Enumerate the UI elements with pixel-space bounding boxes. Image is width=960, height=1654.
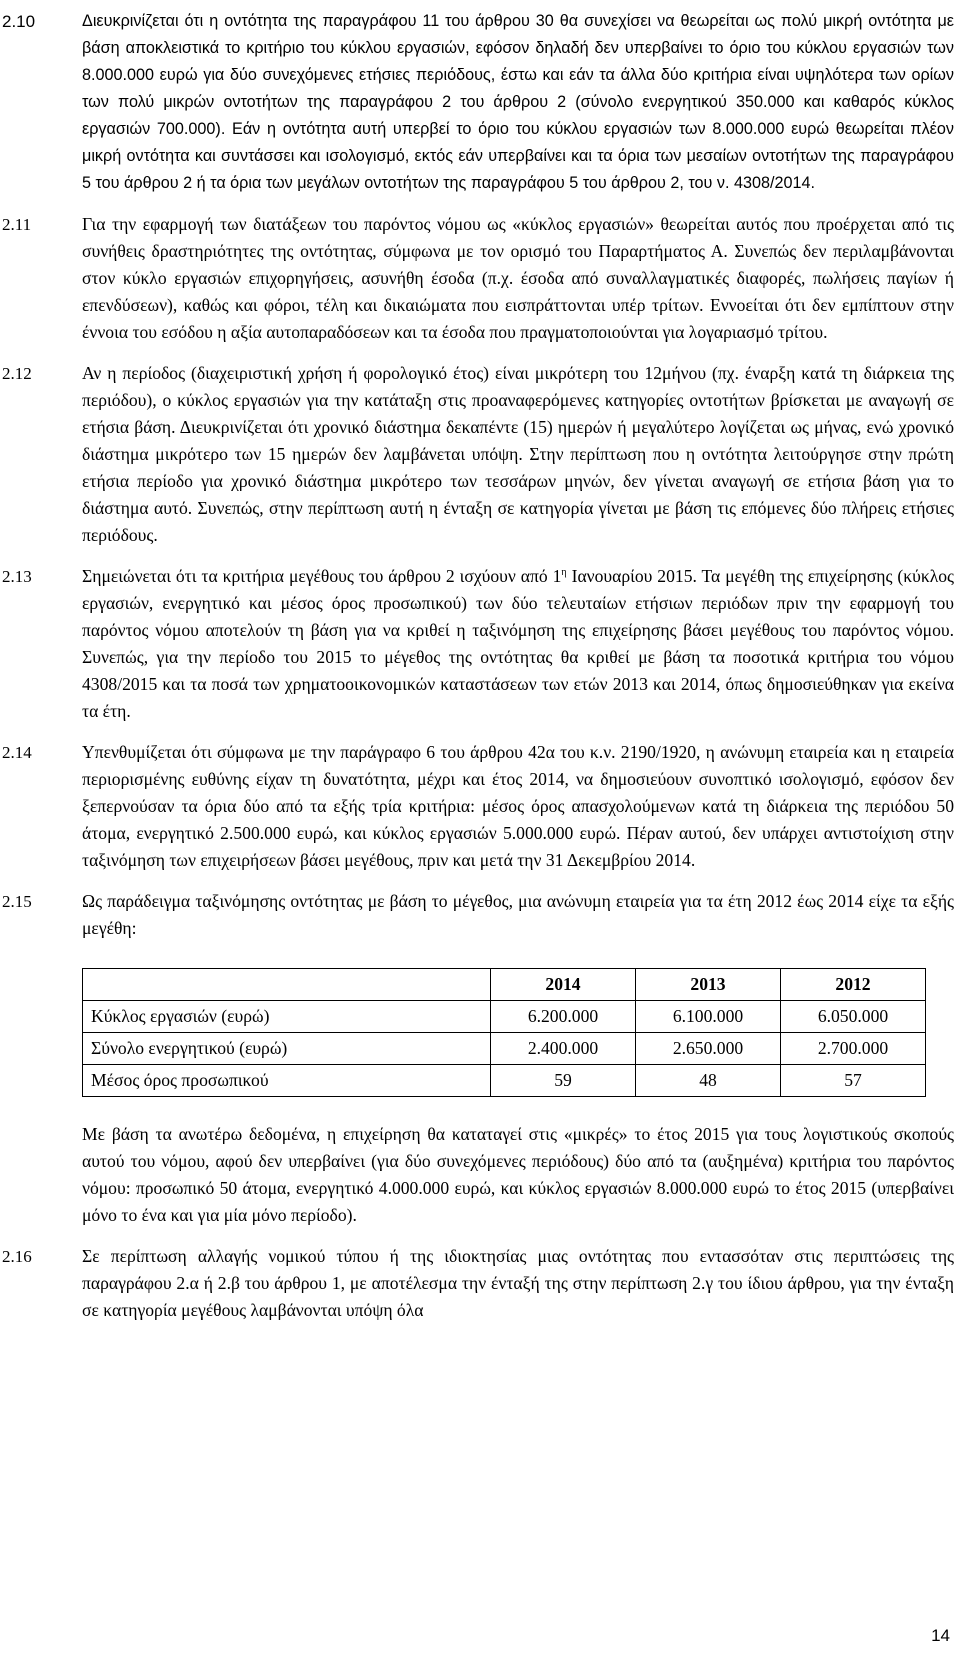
table-row — [83, 1001, 926, 1033]
table-cell: 57 — [781, 1065, 926, 1097]
table-cell: 59 — [491, 1065, 636, 1097]
table-row-label: Κύκλος εργασιών (ευρώ) — [83, 1001, 491, 1033]
size-metrics-table — [82, 968, 926, 1097]
table-cell: 2.650.000 — [636, 1033, 781, 1065]
section-paragraph: Υπενθυμίζεται ότι σύμφωνα με την παράγραφο 6 του άρθρου 42α του κ.ν. 2190/1920, η ανώνυμη εταιρεία και η εταιρεία περιορισμένης ευθύνης είχαν τη δυνατότητα, μέχρι και έτος 2014, να δημοσιεύουν συνοπτικό ισολογισμό, εφόσον δεν ξεπερνούσαν τα όρια δύο από τα εξής τρία κριτήρια: μέσος όρος απασχολούμενων κατά τη διάρκεια της περιόδου 50 άτομα, ενεργητικό 2.500.000 ευρώ, και κύκλος εργασιών 5.000.000 ευρώ. Πέραν αυτού, δεν υπάρχει αντιστοίχιση στην ταξινόμηση των επιχειρήσεων βάσει μεγέθους, πριν και μετά την 31 Δεκεμβρίου 2014. — [82, 742, 954, 870]
table-row — [83, 1065, 926, 1097]
section-number: 2.13 — [2, 567, 32, 586]
page-number: 14 — [931, 1626, 950, 1645]
section-number: 2.14 — [2, 743, 32, 762]
table-cell: 48 — [636, 1065, 781, 1097]
section-paragraph: Αν η περίοδος (διαχειριστική χρήση ή φορολογικό έτος) είναι μικρότερη του 12μήνου (πχ. έναρξη κατά τη διάρκεια της περιόδου), ο κύκλος εργασιών για την κατάταξη στις προαναφερόμενες κατηγορίες οντοτήτων βρίσκεται με αναγωγή σε ετήσια βάση. Διευκρινίζεται ότι χρονικό διάστημα δεκαπέντε (15) ημερών ή μεγαλύτερο λογίζεται ως μήνας, ενώ χρονικό διάστημα μικρότερο των 15 ημερών δεν λαμβάνεται υπόψη. Στην περίπτωση που η οντότητα λειτούργησε στην πρώτη ετήσια περίοδο για χρονικό διάστημα μικρότερο των τεσσάρων μηνών, δεν γίνεται αναγωγή σε ετήσια βάση για το διάστημα αυτό. Συνεπώς, στην περίπτωση αυτή η ένταξη σε κατηγορία γίνεται με βάση τις επόμενες δύο πλήρεις ετήσιες περιόδους. — [82, 363, 954, 545]
table-cell: 2.400.000 — [491, 1033, 636, 1065]
text-after-superscript: Ιανουαρίου 2015. Τα μεγέθη της επιχείρησης (κύκλος εργασιών, ενεργητικό και μέσος όρος προσωπικού) των δύο τελευταίων ετήσιων περιόδων πριν την εφαρμογή του παρόντος νόμου αποτελούν τη βάση για να κριθεί η ταξινόμηση της επιχείρησης βάσει μεγέθους του παρόντος νόμου. Συνεπώς, για την περίοδο του 2015 το μέγεθος της οντότητας θα κριθεί με βάση τα ποσοτικά κριτήρια του νόμου 4308/2015 και τα ποσά των χρηματοοικονομικών καταστάσεων των ετών 2013 και 2014, όπως δημοσιεύθηκαν για εκείνα τα έτη. — [82, 566, 955, 721]
section-2-10 — [0, 8, 960, 197]
table-header-cell: 2012 — [781, 969, 926, 1001]
table-row — [83, 1033, 926, 1065]
section-number: 2.16 — [2, 1247, 32, 1266]
section-number: 2.10 — [2, 12, 36, 31]
table-row-label: Σύνολο ενεργητικού (ευρώ) — [83, 1033, 491, 1065]
section-2-12 — [0, 360, 960, 549]
table-cell: 2.700.000 — [781, 1033, 926, 1065]
table-row-label: Μέσος όρος προσωπικού — [83, 1065, 491, 1097]
table-cell: 6.200.000 — [491, 1001, 636, 1033]
table-header-cell — [83, 969, 491, 1001]
section-paragraph — [82, 563, 954, 725]
section-paragraph: Διευκρινίζεται ότι η οντότητα της παραγράφου 11 του άρθρου 30 θα συνεχίσει να θεωρείται ως πολύ μικρή οντότητα με βάση αποκλειστικά το κριτήριο του κύκλου εργασιών, εφόσον δηλαδή δεν υπερβαίνει το όριο του κύκλου εργασιών των 8.000.000 ευρώ για δύο συνεχόμενες ετήσιες περιόδους, έστω και εάν τα άλλα δύο κριτήρια είναι υψηλότερα των ορίων των πολύ μικρών οντοτήτων της παραγράφου 2 του άρθρου 2 (σύνολο ενεργητικού 350.000 και καθαρός κύκλος εργασιών 700.000). Εάν η οντότητα αυτή υπερβεί το όριο του κύκλου εργασιών των 8.000.000 ευρώ θεωρείται πλέον μικρή οντότητα και συντάσσει και ισολογισμό, εκτός εάν υπερβαίνει και τα όρια των μεσαίων οντοτήτων της παραγράφου 5 του άρθρου 2 ή τα όρια των μεγάλων οντοτήτων της παραγράφου 5 του άρθρου 2, του ν. 4308/2014. — [82, 12, 954, 192]
section-number: 2.11 — [2, 215, 32, 234]
section-intro: Ως παράδειγμα ταξινόμησης οντότητας με βάση το μέγεθος, μια ανώνυμη εταιρεία για τα έτη 2012 έως 2014 είχε τα εξής μεγέθη: — [82, 891, 954, 938]
section-2-13 — [0, 563, 960, 725]
section-paragraph: Για την εφαρμογή των διατάξεων του παρόντος νόμου ως «κύκλος εργασιών» θεωρείται αυτός που προέρχεται από τις συνήθεις δραστηριότητες της οντότητας, σύμφωνα με τον ορισμό του Παραρτήματος Α. Συνεπώς δεν περιλαμβάνονται στον κύκλο εργασιών επιχορηγήσεις, ασυνήθη έσοδα (π.χ. έσοδα από συναλλαγματικές διαφορές, πωλήσεις παγίων ή επενδύσεων), καθώς και φόροι, τέλη και δικαιώματα που εισπράττονται υπέρ τρίτων. Εννοείται ότι δεν εμπίπτουν στην έννοια του εσόδου η αξία αυτοπαραδόσεων και τα έσοδα που πραγματοποιούνται για λογαριασμό τρίτου. — [82, 214, 954, 342]
section-number: 2.15 — [2, 892, 32, 911]
section-paragraph: Σε περίπτωση αλλαγής νομικού τύπου ή της ιδιοκτησίας μιας οντότητας που εντασσόταν στις περιπτώσεις της παραγράφου 2.α ή 2.β του άρθρου 1, με αποτέλεσμα την ένταξή της στην περίπτωση 2.γ του ίδιου άρθρου, για την ένταξη σε κατηγορία μεγέθους λαμβάνονται υπόψη όλα — [82, 1246, 954, 1320]
section-2-11 — [0, 211, 960, 346]
table-header-cell: 2014 — [491, 969, 636, 1001]
ordinal-superscript: η — [561, 567, 567, 578]
section-outro: Με βάση τα ανωτέρω δεδομένα, η επιχείρηση θα καταταγεί στις «μικρές» το έτος 2015 για τους λογιστικούς σκοπούς αυτού του νόμου, αφού δεν υπερβαίνει (για δύο συνεχόμενες περιόδους) δύο από τα (αυξημένα) κριτήρια του παρόντος νόμου: προσωπικό 50 άτομα, ενεργητικό 4.000.000 ευρώ, και κύκλος εργασιών 8.000.000 ευρώ το έτος 2015 (υπερβαίνει μόνο το ένα και για μία μόνο περίοδο). — [82, 1124, 954, 1225]
table-header-row — [83, 969, 926, 1001]
section-2-14 — [0, 739, 960, 874]
section-2-16 — [0, 1243, 960, 1324]
text-before-superscript: Σημειώνεται ότι τα κριτήρια μεγέθους του άρθρου 2 ισχύουν από 1 — [82, 566, 562, 586]
section-2-15 — [0, 888, 960, 1229]
table-cell: 6.050.000 — [781, 1001, 926, 1033]
section-number: 2.12 — [2, 364, 32, 383]
table-header-cell: 2013 — [636, 969, 781, 1001]
table-cell: 6.100.000 — [636, 1001, 781, 1033]
